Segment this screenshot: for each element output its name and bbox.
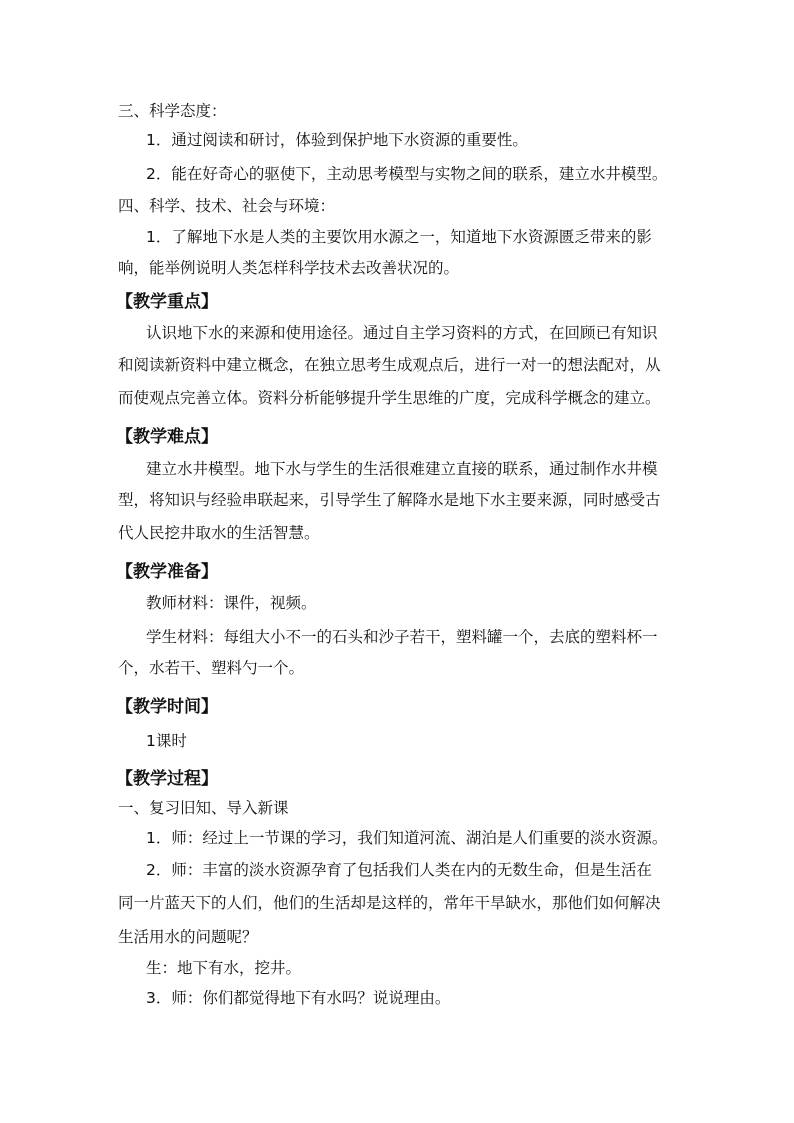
- process-step-continuation: 生活用水的问题呢？: [118, 928, 258, 946]
- list-item: 2．能在好奇心的驱使下，主动思考模型与实物之间的联系，建立水井模型。: [146, 165, 668, 183]
- heading-key-points: 【教学重点】: [116, 292, 218, 312]
- list-item: 1．了解地下水是人类的主要饮用水源之一，知道地下水资源匮乏带来的影: [146, 228, 652, 246]
- paragraph-line: 建立水井模型。地下水与学生的生活很难建立直接的联系，通过制作水井模: [146, 460, 658, 478]
- teacher-materials: 教师材料：课件，视频。: [146, 594, 317, 612]
- paragraph-line: 型，将知识与经验串联起来，引导学生了解降水是地下水主要来源，同时感受古: [118, 491, 661, 509]
- time-value: 1课时: [146, 732, 187, 750]
- process-step: 3．师：你们都觉得地下有水吗？说说理由。: [146, 989, 451, 1007]
- process-section-1: 一、复习旧知、导入新课: [118, 799, 289, 817]
- section-heading-stse: 四、科学、技术、社会与环境：: [118, 197, 336, 215]
- student-answer: 生：地下有水，挖井。: [146, 959, 302, 977]
- heading-preparation: 【教学准备】: [116, 562, 218, 582]
- section-heading-attitude: 三、科学态度：: [118, 102, 227, 120]
- student-materials-continuation: 个，水若干、塑料勺一个。: [118, 659, 305, 677]
- heading-difficulties: 【教学难点】: [116, 427, 218, 447]
- student-materials: 学生材料：每组大小不一的石头和沙子若干，塑料罐一个，去底的塑料杯一: [146, 628, 658, 646]
- heading-time: 【教学时间】: [116, 697, 218, 717]
- process-step: 1．师：经过上一节课的学习，我们知道河流、湖泊是人们重要的淡水资源。: [146, 829, 668, 847]
- list-item: 1．通过阅读和研讨，体验到保护地下水资源的重要性。: [146, 131, 528, 149]
- paragraph-line: 和阅读新资料中建立概念，在独立思考生成观点后，进行一对一的想法配对，从: [118, 356, 661, 374]
- process-step: 2．师：丰富的淡水资源孕育了包括我们人类在内的无数生命，但是生活在: [146, 861, 652, 879]
- heading-process: 【教学过程】: [116, 769, 218, 789]
- paragraph-line: 认识地下水的来源和使用途径。通过自主学习资料的方式，在回顾已有知识: [146, 324, 658, 342]
- paragraph-line: 代人民挖井取水的生活智慧。: [118, 524, 320, 542]
- process-step-continuation: 同一片蓝天下的人们，他们的生活却是这样的，常年干旱缺水，那他们如何解决: [118, 894, 661, 912]
- paragraph-line: 而使观点完善立体。资料分析能够提升学生思维的广度，完成科学概念的建立。: [118, 389, 661, 407]
- list-item-continuation: 响，能举例说明人类怎样科学技术去改善状况的。: [118, 259, 460, 277]
